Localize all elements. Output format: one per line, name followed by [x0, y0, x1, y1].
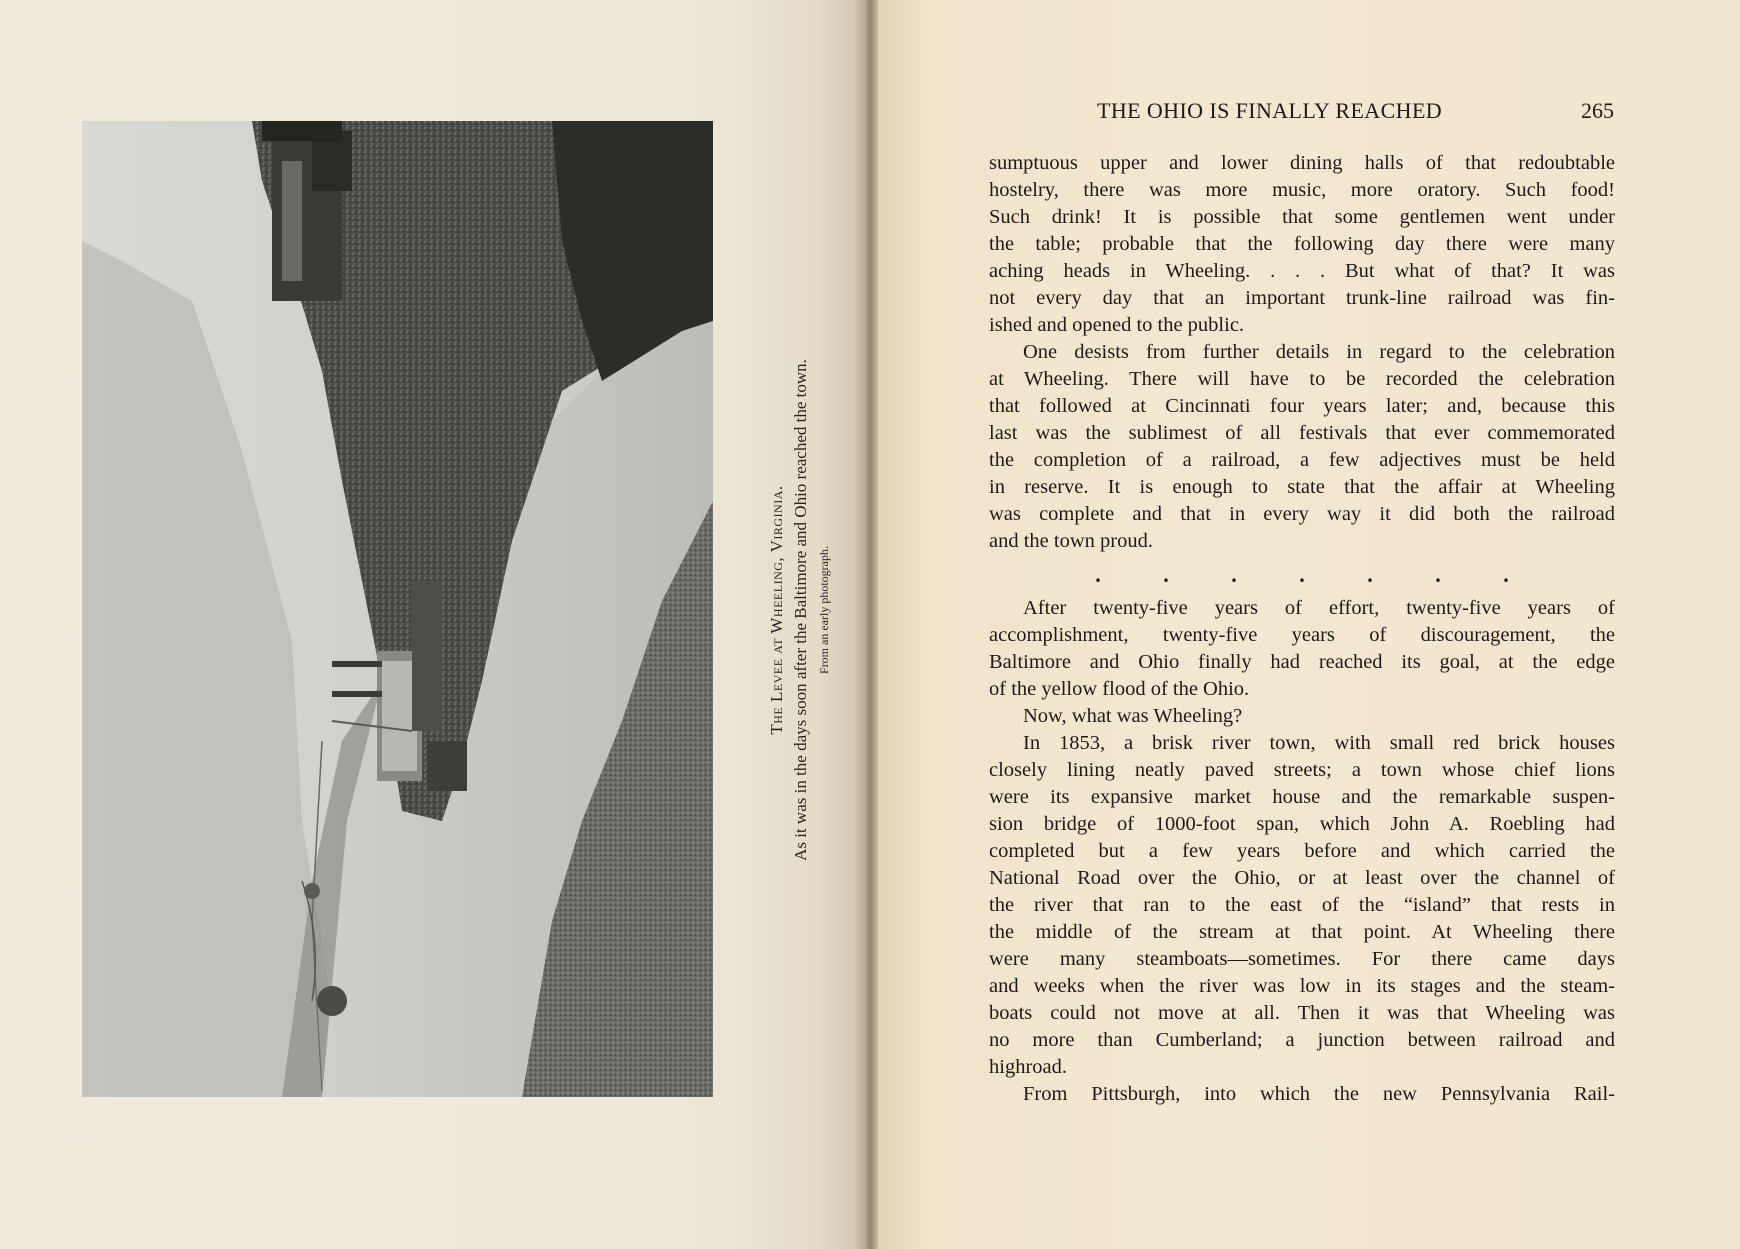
- section-break-dot: .: [1503, 562, 1509, 587]
- text-line: that followed at Cincinnati four years later; and, because this: [989, 395, 1615, 417]
- text-line: After twenty-five years of effort, twenty-five years of: [1023, 597, 1615, 619]
- text-line: In 1853, a brisk river town, with small red brick houses: [1023, 732, 1615, 754]
- page-number: 265: [1581, 98, 1614, 123]
- text-line: no more than Cumberland; a junction between railroad and: [989, 1029, 1615, 1051]
- body-text: [989, 150, 1615, 1108]
- section-break-dot: .: [1231, 562, 1237, 587]
- text-line: highroad.: [989, 1056, 1067, 1078]
- text-line: of the yellow flood of the Ohio.: [989, 678, 1250, 700]
- text-line: Such drink! It is possible that some gentlemen went under: [989, 206, 1615, 228]
- text-line: One desists from further details in regard to the celebration: [1023, 341, 1615, 363]
- text-line: accomplishment, twenty-five years of discouragement, the: [989, 624, 1615, 646]
- photograph-image: [82, 121, 713, 1097]
- plate-caption-description: As it was in the days soon after the Baltimore and Ohio reached the town.: [791, 359, 810, 861]
- section-break-dot: .: [1163, 562, 1169, 587]
- text-line: the middle of the stream at that point. At Wheeling there: [989, 921, 1615, 943]
- text-line: Baltimore and Ohio finally had reached its goal, at the edge: [989, 651, 1615, 673]
- text-line: boats could not move at all. Then it was that Wheeling was: [989, 1002, 1615, 1024]
- text-line: From Pittsburgh, into which the new Pennsylvania Rail-: [1023, 1083, 1615, 1105]
- text-line: hostelry, there was more music, more oratory. Such food!: [989, 179, 1615, 201]
- left-page: [0, 0, 862, 1249]
- text-line: in reserve. It is enough to state that the affair at Wheeling: [989, 476, 1615, 498]
- text-line: completed but a few years before and which carried the: [989, 840, 1615, 862]
- paragraph-2: [989, 339, 1615, 555]
- text-line: were many steamboats—sometimes. For there came days: [989, 948, 1615, 970]
- section-break-dot: .: [1435, 562, 1441, 587]
- paragraph-6: [989, 1081, 1615, 1108]
- text-line: last was the sublimest of all festivals that ever commemorated: [989, 422, 1615, 444]
- text-line: not every day that an important trunk-line railroad was fin-: [989, 287, 1615, 309]
- section-break-dot: .: [1299, 562, 1305, 587]
- running-head: THE OHIO IS FINALLY REACHED: [1097, 98, 1443, 123]
- paragraph-3: [989, 595, 1615, 703]
- paragraph-5: [989, 730, 1615, 1081]
- text-line: the completion of a railroad, a few adjectives must be held: [989, 449, 1615, 471]
- section-break-dot: .: [1367, 562, 1373, 587]
- paragraph-4: [989, 703, 1615, 730]
- text-line: and weeks when the river was low in its stages and the steam-: [989, 975, 1615, 997]
- text-line: and the town proud.: [989, 530, 1153, 552]
- plate-caption-credit: From an early photograph.: [817, 546, 831, 674]
- text-line: sion bridge of 1000-foot span, which John A. Roebling had: [989, 813, 1615, 835]
- plate-caption-title: The Levee at Wheeling, Virginia.: [767, 485, 786, 735]
- text-line: aching heads in Wheeling. . . . But what of that? It was: [989, 260, 1615, 282]
- plate-caption: [766, 160, 834, 1060]
- text-line: closely lining neatly paved streets; a town whose chief lions: [989, 759, 1615, 781]
- paragraph-1: [989, 150, 1615, 339]
- text-line: were its expansive market house and the remarkable suspen-: [989, 786, 1615, 808]
- text-line: the table; probable that the following day there were many: [989, 233, 1615, 255]
- text-line: Now, what was Wheeling?: [1023, 705, 1243, 727]
- text-line: was complete and that in every way it did both the railroad: [989, 503, 1615, 525]
- levee-photograph: [82, 121, 713, 1097]
- section-break: [989, 555, 1615, 595]
- section-break-dot: .: [1095, 562, 1101, 587]
- text-line: at Wheeling. There will have to be recorded the celebration: [989, 368, 1615, 390]
- text-line: the river that ran to the east of the “island” that rests in: [989, 894, 1615, 916]
- text-line: National Road over the Ohio, or at least over the channel of: [989, 867, 1615, 889]
- text-line: ished and opened to the public.: [989, 314, 1245, 336]
- text-line: sumptuous upper and lower dining halls of that redoubtable: [989, 152, 1615, 174]
